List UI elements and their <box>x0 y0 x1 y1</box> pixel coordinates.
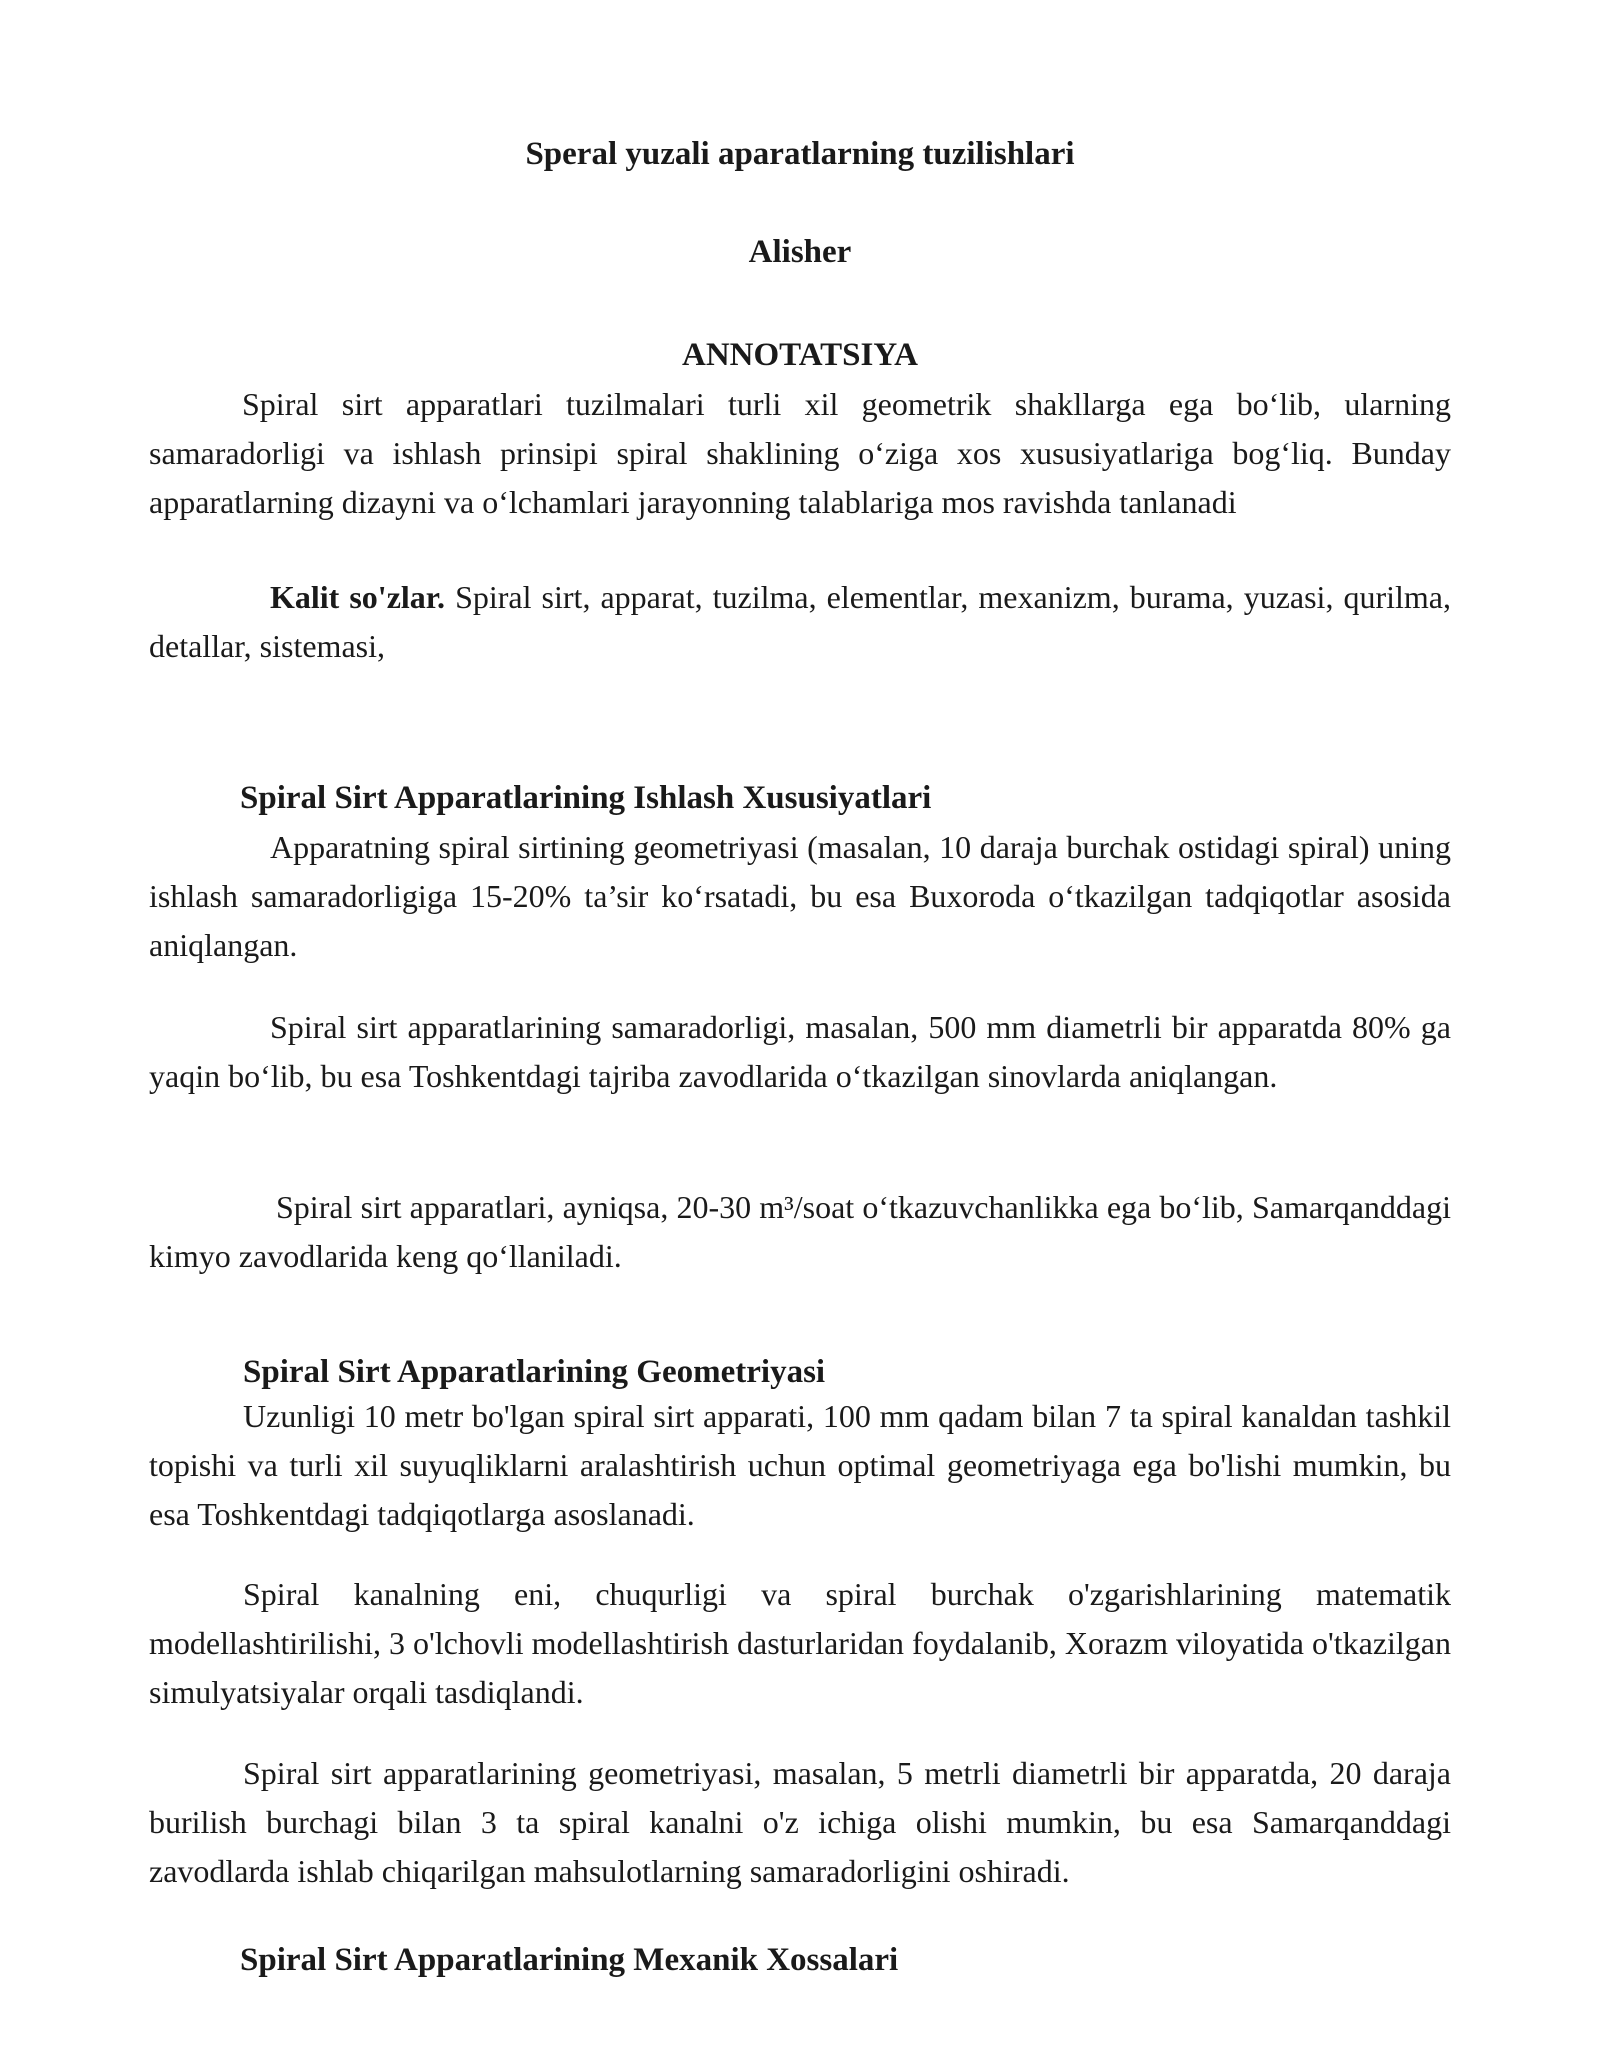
keywords-text: Spiral sirt, apparat, tuzilma, elementlar, mexanizm, burama, yuzasi, qurilma, detallar, sistemasi, <box>149 579 1452 664</box>
section-heading-geometriyasi: Spiral Sirt Apparatlarining Geometriyasi <box>243 1354 826 1390</box>
author-name: Alisher <box>748 234 852 270</box>
section-2-paragraph-2: Spiral kanalning eni, chuqurligi va spiral burchak o'zgarishlarining matematik modellashtirilishi, 3 o'lchovli modellashtirish dasturlaridan foydalanib, Xorazm viloyatida o'tkazilgan simulyatsiyalar orqali tasdiqlandi. <box>149 1576 1451 1710</box>
section-2-paragraph-3: Spiral sirt apparatlarining geometriyasi, masalan, 5 metrli diametrli bir apparatda, 20 daraja burilish burchagi bilan 3 ta spiral kanalni o'z ichiga olishi mumkin, bu esa Samarqanddagi zavodlarda ishlab chiqarilgan mahsulotlarning samaradorligini oshiradi. <box>149 1755 1451 1889</box>
keywords-paragraph <box>149 573 1451 671</box>
annotation-paragraph <box>149 380 1451 527</box>
annotation-text: Spiral sirt apparatlari tuzilmalari turli xil geometrik shakllarga ega bo‘lib, ularning samaradorligi va ishlash prinsipi spiral shaklining o‘ziga xos xususiyatlariga bog‘liq. Bunday apparatlarning dizayni va o‘lchamlari jarayonning talablariga mos ravishda tanlanadi <box>149 386 1451 520</box>
section-2-paragraph-1: Uzunligi 10 metr bo'lgan spiral sirt apparati, 100 mm qadam bilan 7 ta spiral kanaldan tashkil topishi va turli xil suyuqliklarni aralashtirish uchun optimal geometriyaga ega bo'lishi mumkin, bu esa Toshkentdagi tadqiqotlarga asoslanadi. <box>149 1398 1451 1532</box>
section-heading-ishlash: Spiral Sirt Apparatlarining Ishlash Xususiyatlari <box>240 780 932 816</box>
annotation-heading: ANNOTATSIYA <box>682 337 918 373</box>
keywords-label: Kalit so'zlar. <box>270 579 446 615</box>
document-title: Speral yuzali aparatlarning tuzilishlari <box>525 136 1075 172</box>
section-1-paragraph-2: Spiral sirt apparatlarining samaradorligi, masalan, 500 mm diametrli bir apparatda 80% ga yaqin bo‘lib, bu esa Toshkentdagi tajriba zavodlarida o‘tkazilgan sinovlarda aniqlangan. <box>149 1009 1451 1094</box>
section-heading-mexanik: Spiral Sirt Apparatlarining Mexanik Xossalari <box>240 1942 899 1978</box>
section-1-paragraph-1: Apparatning spiral sirtining geometriyasi (masalan, 10 daraja burchak ostidagi spiral) uning ishlash samaradorligiga 15-20% ta’sir ko‘rsatadi, bu esa Buxoroda o‘tkazilgan tadqiqotlar asosida aniqlangan. <box>149 829 1451 963</box>
section-1-paragraph-3: Spiral sirt apparatlari, ayniqsa, 20-30 m³/soat o‘tkazuvchanlikka ega bo‘lib, Samarqanddagi kimyo zavodlarida keng qo‘llaniladi. <box>149 1189 1451 1274</box>
